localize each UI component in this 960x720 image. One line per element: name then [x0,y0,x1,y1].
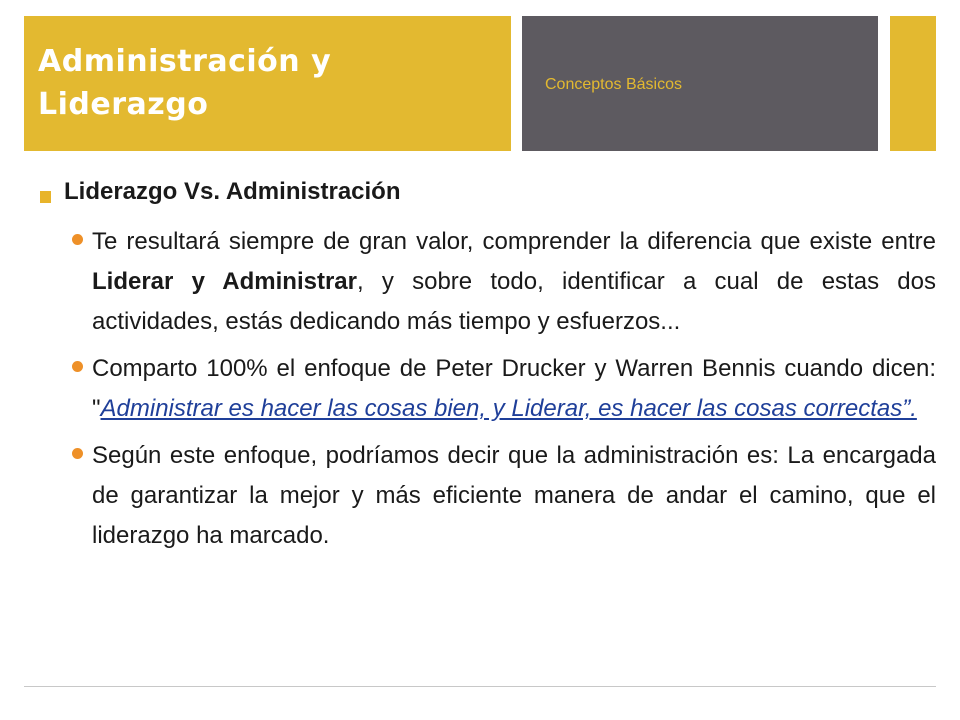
bullet-text [92,222,936,342]
square-bullet-icon [40,191,51,203]
bullet-list [72,222,936,563]
slide-subtitle: Conceptos Básicos [545,76,682,93]
bullet-text: Según este enfoque, podríamos decir que la administración es: La encargada de garantizar la mejor y más eficiente manera de andar el camino, que el liderazgo ha marcado. [92,442,936,549]
quote-link[interactable]: Administrar es hacer las cosas bien, y Liderar, es hacer las cosas correctas”. [100,395,917,422]
bold-text: Liderar y Administrar [92,268,357,295]
list-item [72,349,936,429]
slide-title: Administración y Liderazgo [38,44,332,122]
bullet-dot-icon [72,361,83,372]
bullet-text-part: Comparto 100% el enfoque de Peter Drucker y Warren Bennis cuando dicen: " [92,355,936,422]
footer-divider [24,686,936,687]
bullet-text-part: , y sobre todo, identificar a cual de estas dos actividades, estás dedicando más tiempo y esfuerzos... [92,268,936,335]
bullet-dot-icon [72,234,83,245]
section-heading: Liderazgo Vs. Administración [64,178,401,205]
list-item [72,436,936,556]
accent-strip [890,16,936,151]
bullet-text [92,349,936,429]
list-item [72,222,936,342]
bullet-dot-icon [72,448,83,459]
bullet-text-part: Te resultará siempre de gran valor, comprender la diferencia que existe entre [92,228,936,255]
